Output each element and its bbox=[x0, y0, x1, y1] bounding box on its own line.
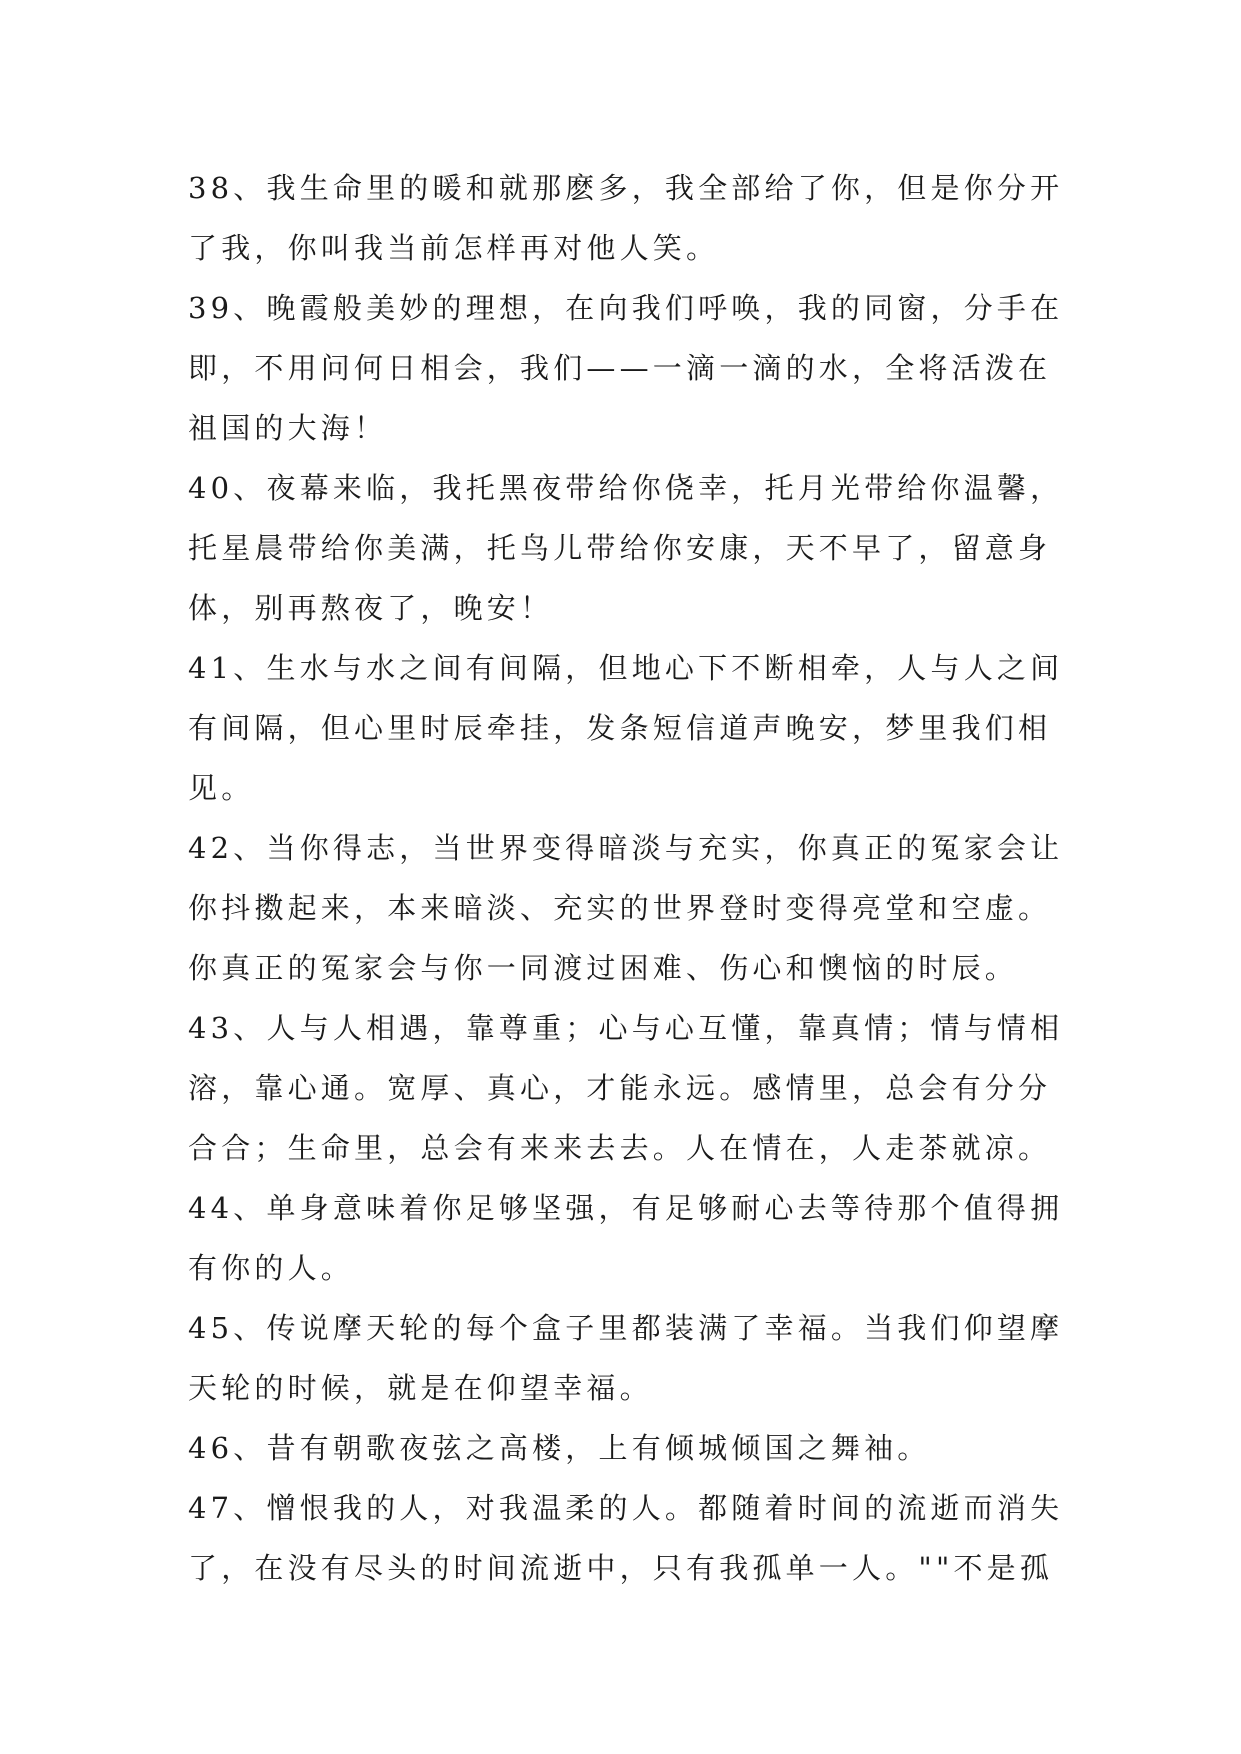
text-line: 38、我生命里的暖和就那麽多，我全部给了你，但是你分开 bbox=[188, 171, 1064, 205]
text-line: 你抖擞起来，本来暗淡、充实的世界登时变得亮堂和空虚。 bbox=[188, 891, 1052, 925]
text-line: 41、生水与水之间有间隔，但地心下不断相牵，人与人之间 bbox=[188, 651, 1064, 685]
text-line: 46、昔有朝歌夜弦之高楼，上有倾城倾国之舞袖。 bbox=[188, 1431, 931, 1465]
text-line: 有间隔，但心里时辰牵挂，发条短信道声晚安，梦里我们相 bbox=[188, 711, 1052, 745]
text-line: 了我，你叫我当前怎样再对他人笑。 bbox=[188, 231, 720, 265]
text-line: 43、人与人相遇，靠尊重；心与心互懂，靠真情；情与情相 bbox=[188, 1011, 1064, 1045]
text-line: 见。 bbox=[188, 771, 255, 805]
text-line: 体，别再熬夜了，晚安！ bbox=[188, 591, 554, 625]
text-line: 45、传说摩天轮的每个盒子里都装满了幸福。当我们仰望摩 bbox=[188, 1311, 1064, 1345]
text-line: 溶，靠心通。宽厚、真心，才能永远。感情里，总会有分分 bbox=[188, 1071, 1052, 1105]
text-line: 39、晚霞般美妙的理想，在向我们呼唤，我的同窗，分手在 bbox=[188, 291, 1064, 325]
text-line: 42、当你得志，当世界变得暗淡与充实，你真正的冤家会让 bbox=[188, 831, 1064, 865]
text-line: 天轮的时候，就是在仰望幸福。 bbox=[188, 1371, 653, 1405]
text-line: 即，不用问何日相会，我们——一滴一滴的水，全将活泼在 bbox=[188, 351, 1052, 385]
text-line: 40、夜幕来临，我托黑夜带给你侥幸，托月光带给你温馨， bbox=[188, 471, 1064, 505]
text-line: 托星晨带给你美满，托鸟儿带给你安康，天不早了，留意身 bbox=[188, 531, 1052, 565]
text-line: 祖国的大海！ bbox=[188, 411, 388, 445]
text-line: 47、憎恨我的人，对我温柔的人。都随着时间的流逝而消失 bbox=[188, 1491, 1064, 1525]
text-line: 有你的人。 bbox=[188, 1251, 355, 1285]
document-body bbox=[188, 158, 1068, 1598]
text-line: 了，在没有尽头的时间流逝中，只有我孤单一人。""不是孤 bbox=[188, 1551, 1054, 1585]
text-line: 合合；生命里，总会有来来去去。人在情在，人走茶就凉。 bbox=[188, 1131, 1052, 1165]
text-line: 你真正的冤家会与你一同渡过困难、伤心和懊恼的时辰。 bbox=[188, 951, 1019, 985]
text-line: 44、单身意味着你足够坚强，有足够耐心去等待那个值得拥 bbox=[188, 1191, 1064, 1225]
